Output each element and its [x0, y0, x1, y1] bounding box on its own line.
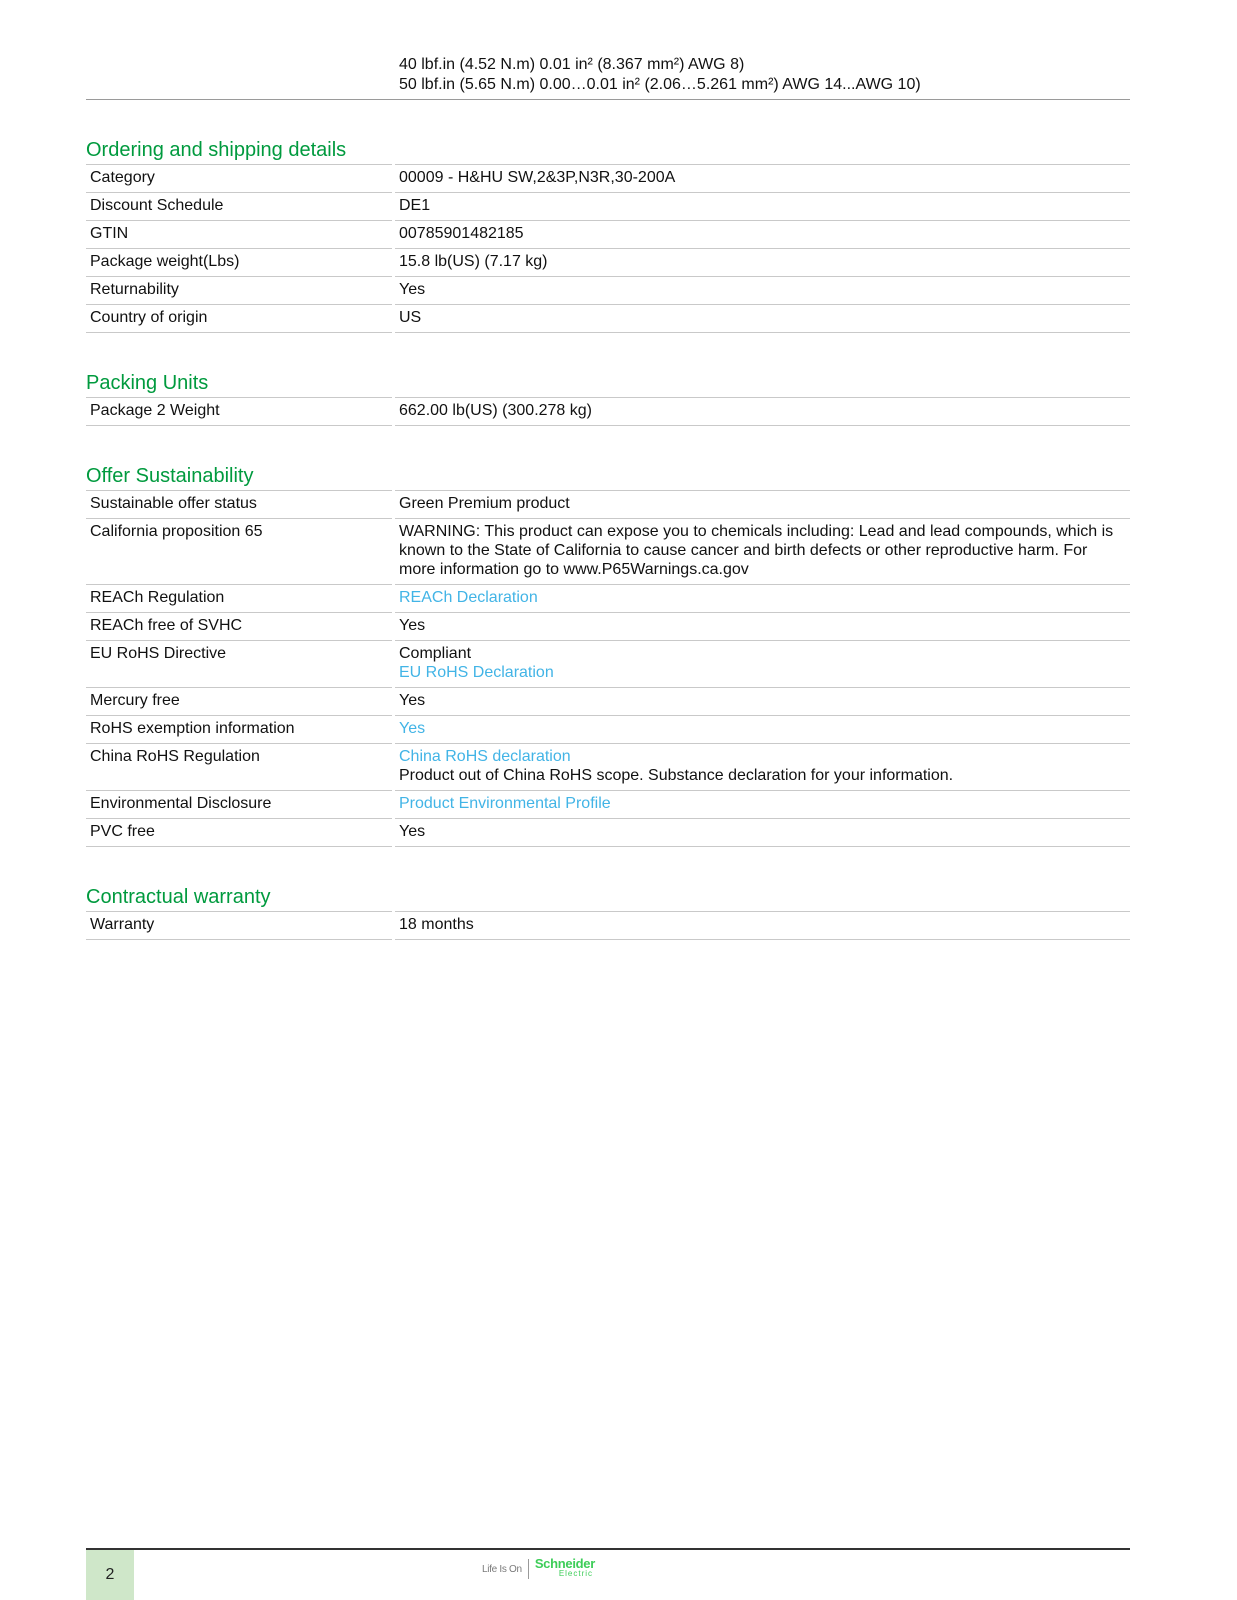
row-value: US	[395, 305, 1130, 333]
row-value: Yes	[395, 819, 1130, 847]
row-value: DE1	[395, 193, 1130, 221]
table-row	[86, 641, 1130, 688]
section-title-ordering: Ordering and shipping details	[86, 139, 347, 161]
row-key: Sustainable offer status	[86, 490, 392, 519]
table-row	[86, 221, 1130, 249]
row-key: Discount Schedule	[86, 193, 392, 221]
row-key: Warranty	[86, 911, 392, 940]
row-key: Environmental Disclosure	[86, 791, 392, 819]
row-value: Product out of China RoHS scope. Substance declaration for your information.	[399, 767, 954, 784]
table-row	[86, 791, 1130, 819]
warranty-table	[86, 911, 1130, 940]
table-row	[86, 305, 1130, 333]
continued-line: 50 lbf.in (5.65 N.m) 0.00…0.01 in² (2.06…5.261 mm²) AWG 14...AWG 10)	[399, 76, 921, 93]
row-key: REACh Regulation	[86, 585, 392, 613]
row-key: Country of origin	[86, 305, 392, 333]
table-row	[86, 397, 1130, 426]
table-row	[86, 164, 1130, 193]
life-is-on-tagline: Life Is On	[482, 1563, 522, 1575]
footer-divider	[86, 1548, 1130, 1550]
page-number: 2	[86, 1550, 134, 1600]
row-value: Yes	[395, 613, 1130, 641]
table-row	[86, 249, 1130, 277]
row-key: Category	[86, 164, 392, 193]
table-row	[86, 277, 1130, 305]
row-value: 662.00 lb(US) (300.278 kg)	[395, 397, 1130, 426]
table-row	[86, 490, 1130, 519]
row-key: Returnability	[86, 277, 392, 305]
divider	[86, 99, 1130, 100]
section-title-packing: Packing Units	[86, 372, 209, 394]
table-row	[86, 688, 1130, 716]
brand-subname: Electric	[558, 1569, 594, 1578]
table-row	[86, 193, 1130, 221]
continued-line: 40 lbf.in (4.52 N.m) 0.01 in² (8.367 mm²) AWG 8)	[399, 56, 745, 73]
brand-name: Schneider	[534, 1556, 595, 1571]
table-row	[86, 911, 1130, 940]
sustainability-table	[86, 490, 1130, 847]
row-key: RoHS exemption information	[86, 716, 392, 744]
table-row	[86, 744, 1130, 791]
continued-value	[86, 0, 1130, 95]
table-row	[86, 716, 1130, 744]
row-key: Package weight(Lbs)	[86, 249, 392, 277]
row-key: EU RoHS Directive	[86, 641, 392, 688]
china-rohs-declaration-link[interactable]: China RoHS declaration	[399, 748, 571, 765]
row-key: China RoHS Regulation	[86, 744, 392, 791]
row-value: 00785901482185	[395, 221, 1130, 249]
eu-rohs-declaration-link[interactable]: EU RoHS Declaration	[399, 664, 554, 681]
product-environmental-profile-link[interactable]: Product Environmental Profile	[399, 795, 611, 812]
row-value: 15.8 lb(US) (7.17 kg)	[395, 249, 1130, 277]
rohs-exemption-link[interactable]: Yes	[399, 720, 426, 737]
row-value: 18 months	[395, 911, 1130, 940]
row-key: REACh free of SVHC	[86, 613, 392, 641]
reach-declaration-link[interactable]: REACh Declaration	[399, 589, 538, 606]
row-key: GTIN	[86, 221, 392, 249]
row-key: Mercury free	[86, 688, 392, 716]
table-row	[86, 819, 1130, 847]
schneider-electric-logo	[482, 1556, 595, 1579]
row-value: Yes	[395, 277, 1130, 305]
table-row	[86, 585, 1130, 613]
logo-separator	[528, 1559, 529, 1579]
row-value: Yes	[395, 688, 1130, 716]
table-row	[86, 519, 1130, 585]
row-value: Compliant	[399, 645, 472, 662]
section-title-warranty: Contractual warranty	[86, 886, 271, 908]
datasheet-page	[86, 0, 1130, 940]
section-title-sustainability: Offer Sustainability	[86, 465, 254, 487]
row-value: 00009 - H&HU SW,2&3P,N3R,30-200A	[395, 164, 1130, 193]
row-key: PVC free	[86, 819, 392, 847]
row-value: Green Premium product	[395, 490, 1130, 519]
ordering-table	[86, 164, 1130, 333]
table-row	[86, 613, 1130, 641]
row-key: California proposition 65	[86, 519, 392, 585]
packing-table	[86, 397, 1130, 426]
row-key: Package 2 Weight	[86, 397, 392, 426]
prop65-warning: WARNING: This product can expose you to chemicals including: Lead and lead compounds, which is known to the State of California to cause cancer and birth defects or other reproductive harm. For more information go to www.P65Warnings.ca.gov	[395, 519, 1130, 585]
